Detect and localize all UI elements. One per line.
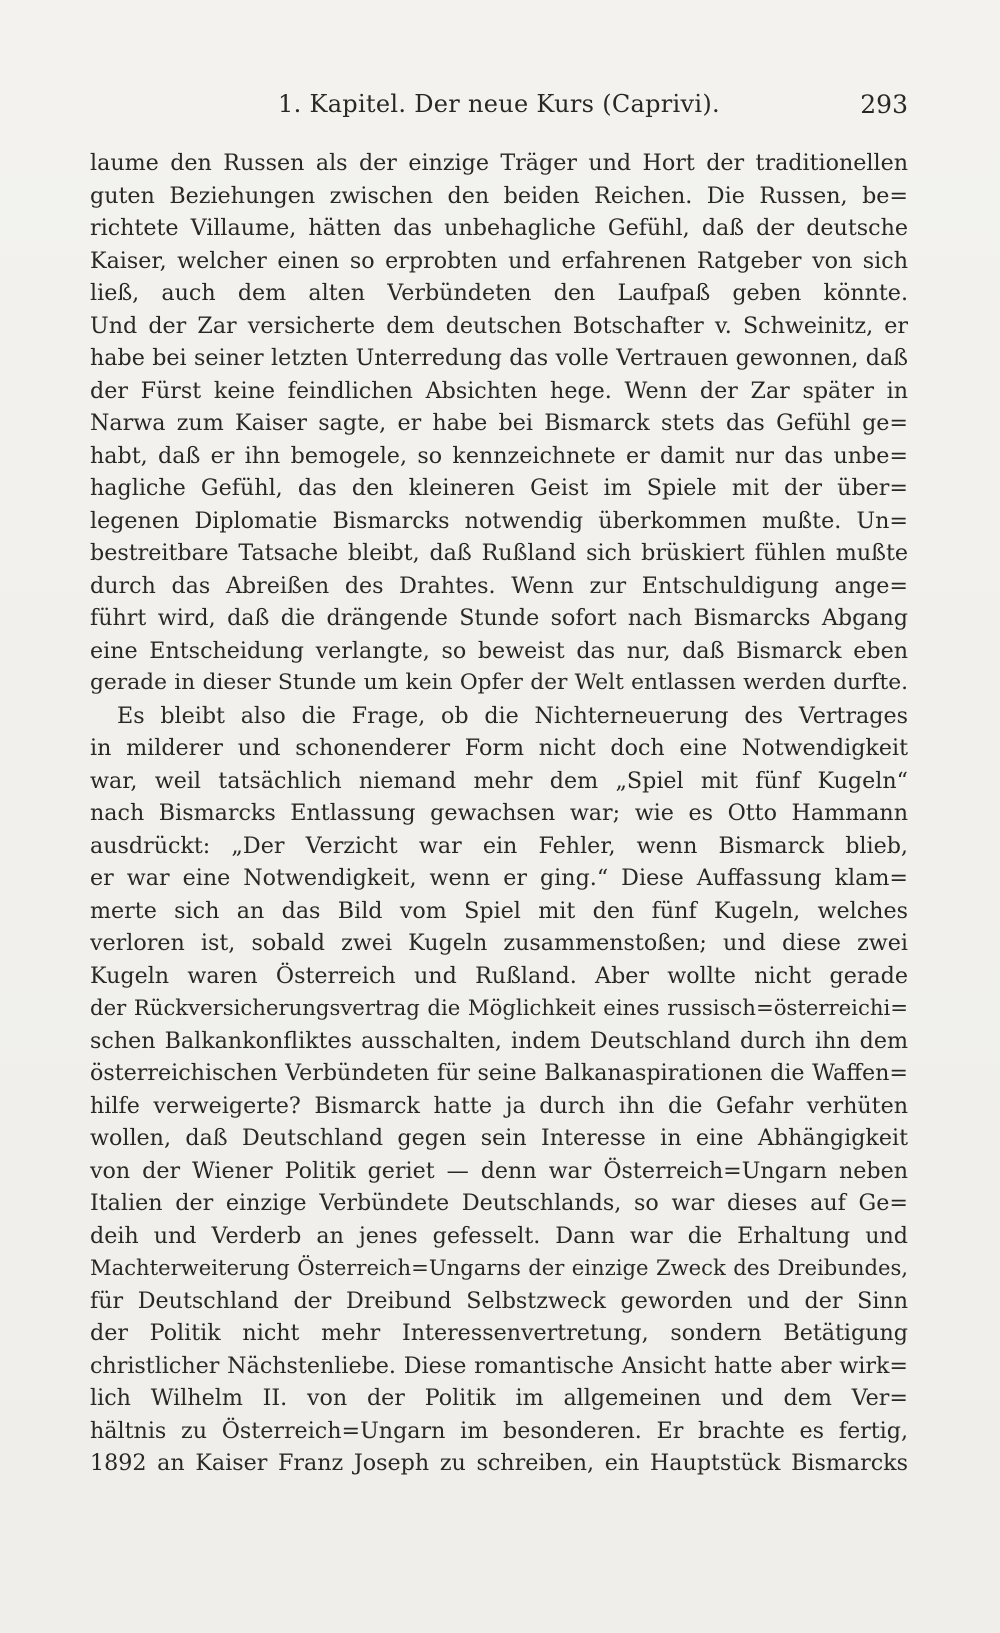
text-line: guten Beziehungen zwischen den beiden Reichen. Die Russen, be= — [90, 182, 908, 209]
text-line: laume den Russen als der einzige Träger und Hort der traditionellen — [90, 150, 908, 176]
body-text — [90, 147, 908, 1480]
text-line: habt, daß er ihn bemogele, so kennzeichnete er damit nur das unbe= — [90, 442, 908, 469]
text-line: 1892 an Kaiser Franz Joseph zu schreiben, ein Hauptstück Bismarcks — [90, 1450, 908, 1476]
text-line: Und der Zar versicherte dem deutschen Botschafter v. Schweinitz, er — [90, 312, 908, 339]
text-line: hilfe verweigerte? Bismarck hatte ja durch ihn die Gefahr verhüten — [90, 1092, 908, 1119]
text-line: nach Bismarcks Entlassung gewachsen war; wie es Otto Hammann — [90, 800, 908, 826]
text-line: richtete Villaume, hätten das unbehagliche Gefühl, daß der deutsche — [90, 215, 908, 241]
text-line: hältnis zu Österreich=Ungarn im besonderen. Er brachte es fertig, — [90, 1417, 908, 1444]
text-line: legenen Diplomatie Bismarcks notwendig überkommen mußte. Un= — [90, 507, 908, 534]
text-line: Kaiser, welcher einen so erprobten und erfahrenen Ratgeber von sich — [90, 247, 908, 274]
text-line: für Deutschland der Dreibund Selbstzweck geworden und der Sinn — [90, 1287, 908, 1314]
text-line: hagliche Gefühl, das den kleineren Geist im Spiele mit der über= — [90, 475, 908, 501]
text-line: christlicher Nächstenliebe. Diese romantische Ansicht hatte aber wirk= — [90, 1352, 908, 1379]
text-line: in milderer und schonenderer Form nicht doch eine Notwendigkeit — [90, 735, 908, 761]
text-line: eine Entscheidung verlangte, so beweist das nur, daß Bismarck eben — [90, 637, 908, 664]
running-head: 1. Kapitel. Der neue Kurs (Caprivi). — [278, 90, 720, 118]
text-line: er war eine Notwendigkeit, wenn er ging.“ Diese Auffassung klam= — [90, 865, 908, 891]
text-line: österreichischen Verbündeten für seine Balkanaspirationen die Waffen= — [90, 1060, 908, 1086]
text-line: bestreitbare Tatsache bleibt, daß Rußland sich brüskiert fühlen mußte — [90, 540, 908, 566]
text-line: verloren ist, sobald zwei Kugeln zusammenstoßen; und diese zwei — [90, 930, 908, 956]
text-line: Narwa zum Kaiser sagte, er habe bei Bismarck stets das Gefühl ge= — [90, 410, 908, 436]
text-line: durch das Abreißen des Drahtes. Wenn zur Entschuldigung ange= — [90, 572, 908, 599]
text-line-paragraph-start: Es bleibt also die Frage, ob die Nichterneuerung des Vertrages — [117, 702, 908, 729]
page-number: 293 — [860, 90, 908, 119]
text-line: war, weil tatsächlich niemand mehr dem „Spiel mit fünf Kugeln“ — [90, 767, 908, 794]
text-line: führt wird, daß die drängende Stunde sofort nach Bismarcks Abgang — [90, 605, 908, 631]
text-line: merte sich an das Bild vom Spiel mit den fünf Kugeln, welches — [90, 897, 908, 924]
text-line: lich Wilhelm II. von der Politik im allgemeinen und dem Ver= — [90, 1385, 908, 1411]
text-line: der Rückversicherungsvertrag die Möglichkeit eines russisch=österreichi= — [90, 995, 908, 1020]
text-line: habe bei seiner letzten Unterredung das volle Vertrauen gewonnen, daß — [90, 345, 908, 371]
text-line: ausdrückt: „Der Verzicht war ein Fehler, wenn Bismarck blieb, — [90, 832, 908, 859]
text-line: von der Wiener Politik geriet — denn war Österreich=Ungarn neben — [90, 1157, 908, 1184]
text-line: deih und Verderb an jenes gefesselt. Dann war die Erhaltung und — [90, 1222, 908, 1249]
text-line: Machterweiterung Österreich=Ungarns der einzige Zweck des Dreibundes, — [90, 1255, 908, 1280]
text-line: gerade in dieser Stunde um kein Opfer der Welt entlassen werden durfte. — [90, 670, 908, 695]
text-line: schen Balkankonfliktes ausschalten, indem Deutschland durch ihn dem — [90, 1027, 908, 1054]
text-line: der Fürst keine feindlichen Absichten hege. Wenn der Zar später in — [90, 377, 908, 404]
page-header — [90, 90, 908, 130]
text-line: wollen, daß Deutschland gegen sein Interesse in eine Abhängigkeit — [90, 1125, 908, 1151]
text-line: Kugeln waren Österreich und Rußland. Aber wollte nicht gerade — [90, 962, 908, 989]
text-line: ließ, auch dem alten Verbündeten den Laufpaß geben könnte. — [90, 280, 908, 306]
text-line: Italien der einzige Verbündete Deutschlands, so war dieses auf Ge= — [90, 1190, 908, 1216]
text-line: der Politik nicht mehr Interessenvertretung, sondern Betätigung — [90, 1320, 908, 1346]
